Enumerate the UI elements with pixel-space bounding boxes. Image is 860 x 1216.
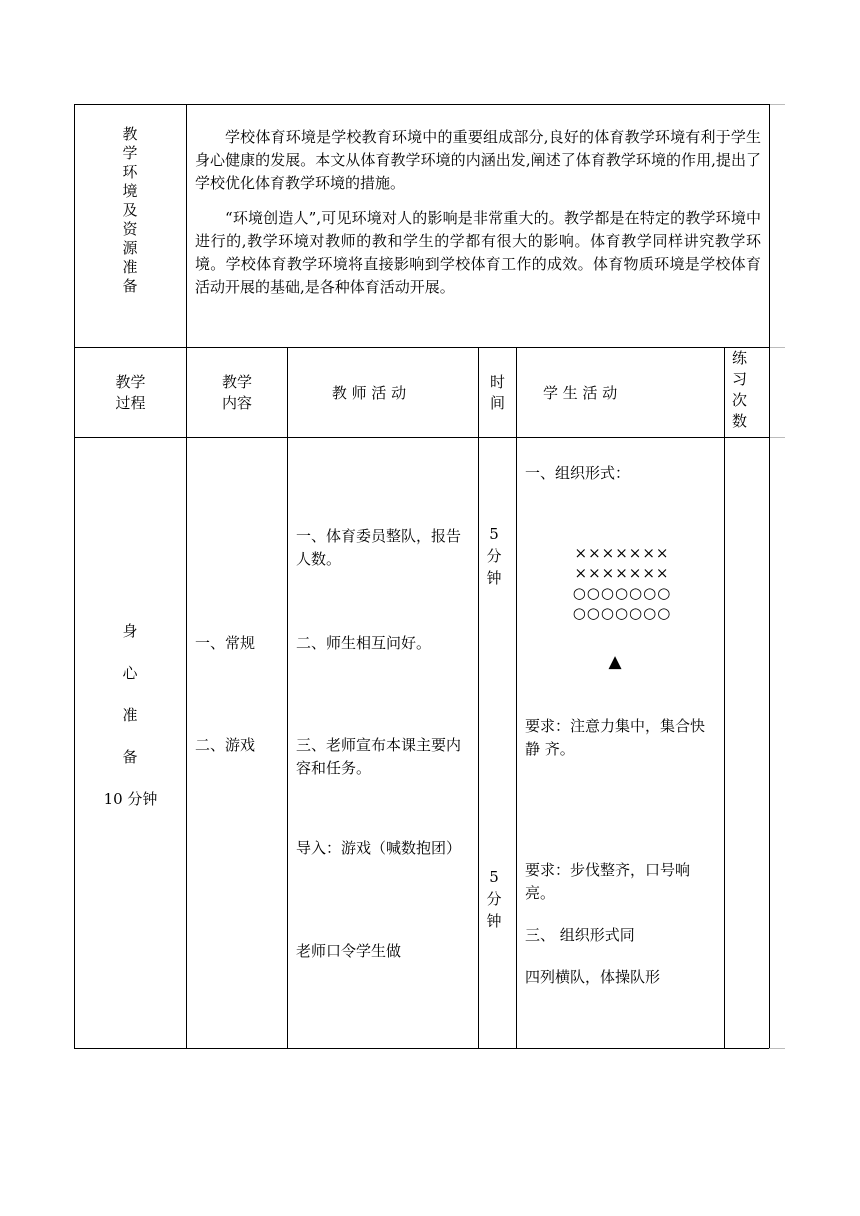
rule-bottom-ext xyxy=(769,1048,785,1049)
time-item: 5 分 钟 xyxy=(486,868,502,930)
rule-bottom xyxy=(74,1048,769,1049)
env-paragraph: “环境创造人”,可见环境对人的影响是非常重大的。教学都是在特定的教学环境中进行的,教学环境对教师的教和学生的学都有很大的影响。体育教学同样讲究教学环境。学校体育教学环境将直接影响到学校体育工作的成效。体育物质环境是学校体育活动开展的基础,是各种体育活动开展。 xyxy=(195,209,761,296)
rule-col2 xyxy=(287,347,288,1048)
teacher-position-icon: ▲ xyxy=(608,652,622,672)
rule-top xyxy=(74,104,769,105)
formation-row: ○○○○○○○ xyxy=(572,604,672,622)
rule-col1 xyxy=(186,104,187,1048)
formation xyxy=(547,543,697,623)
header-content: 教学 内容 xyxy=(221,373,252,412)
rule-header-bottom-ext xyxy=(769,437,785,438)
process-label: 身 心 准 备 xyxy=(122,622,138,766)
formation-row: ××××××× xyxy=(574,544,670,562)
teacher-item: 一、体育委员整队，报告人数。 xyxy=(296,527,462,568)
header-teacher: 教 师 活 动 xyxy=(331,384,407,402)
rule-top-ext xyxy=(769,104,785,105)
formation-row: ○○○○○○○ xyxy=(572,584,672,602)
header-student: 学 生 活 动 xyxy=(543,384,618,402)
student-requirement: 要求：步伐整齐，口号响亮。 xyxy=(525,861,691,902)
env-label: 教 学 环 境 及 资 源 准 备 xyxy=(122,125,138,295)
content-item: 二、游戏 xyxy=(195,736,256,754)
teacher-item: 老师口令学生做 xyxy=(296,942,402,960)
rule-left xyxy=(74,104,75,1048)
header-process: 教学 过程 xyxy=(115,373,146,412)
student-org-title: 一、组织形式： xyxy=(525,464,631,482)
teacher-item: 二、师生相互问好。 xyxy=(296,634,432,652)
env-text xyxy=(195,126,761,299)
student-org3: 三、 组织形式同 xyxy=(525,926,635,944)
rule-col5 xyxy=(724,347,725,1048)
header-time: 时 间 xyxy=(489,373,505,412)
teacher-item: 三、老师宣布本课主要内容和任务。 xyxy=(296,736,462,777)
rule-right xyxy=(769,104,770,1048)
rule-env-bottom xyxy=(74,347,769,348)
teacher-item: 导入：游戏（喊数抱团） xyxy=(296,839,462,857)
rule-col3 xyxy=(478,347,479,1048)
student-org3-detail: 四列横队，体操队形 xyxy=(525,968,661,986)
rule-col4 xyxy=(516,347,517,1048)
time-item: 5 分 钟 xyxy=(486,525,502,587)
env-paragraph: 学校体育环境是学校教育环境中的重要组成部分,良好的体育教学环境有利于学生身心健康的发展。本文从体育教学环境的内涵出发,阐述了体育教学环境的作用,提出了学校优化体育教学环境的措施。 xyxy=(195,128,761,192)
formation-row: ××××××× xyxy=(574,564,670,582)
rule-env-bottom-ext xyxy=(769,347,785,348)
process-duration: 10 分钟 xyxy=(103,790,158,808)
content-item: 一、常规 xyxy=(195,634,256,652)
rule-header-bottom xyxy=(74,437,769,438)
student-requirement: 要求：注意力集中，集合快静 齐。 xyxy=(525,717,706,758)
header-practice: 练 习 次 数 xyxy=(732,349,748,430)
